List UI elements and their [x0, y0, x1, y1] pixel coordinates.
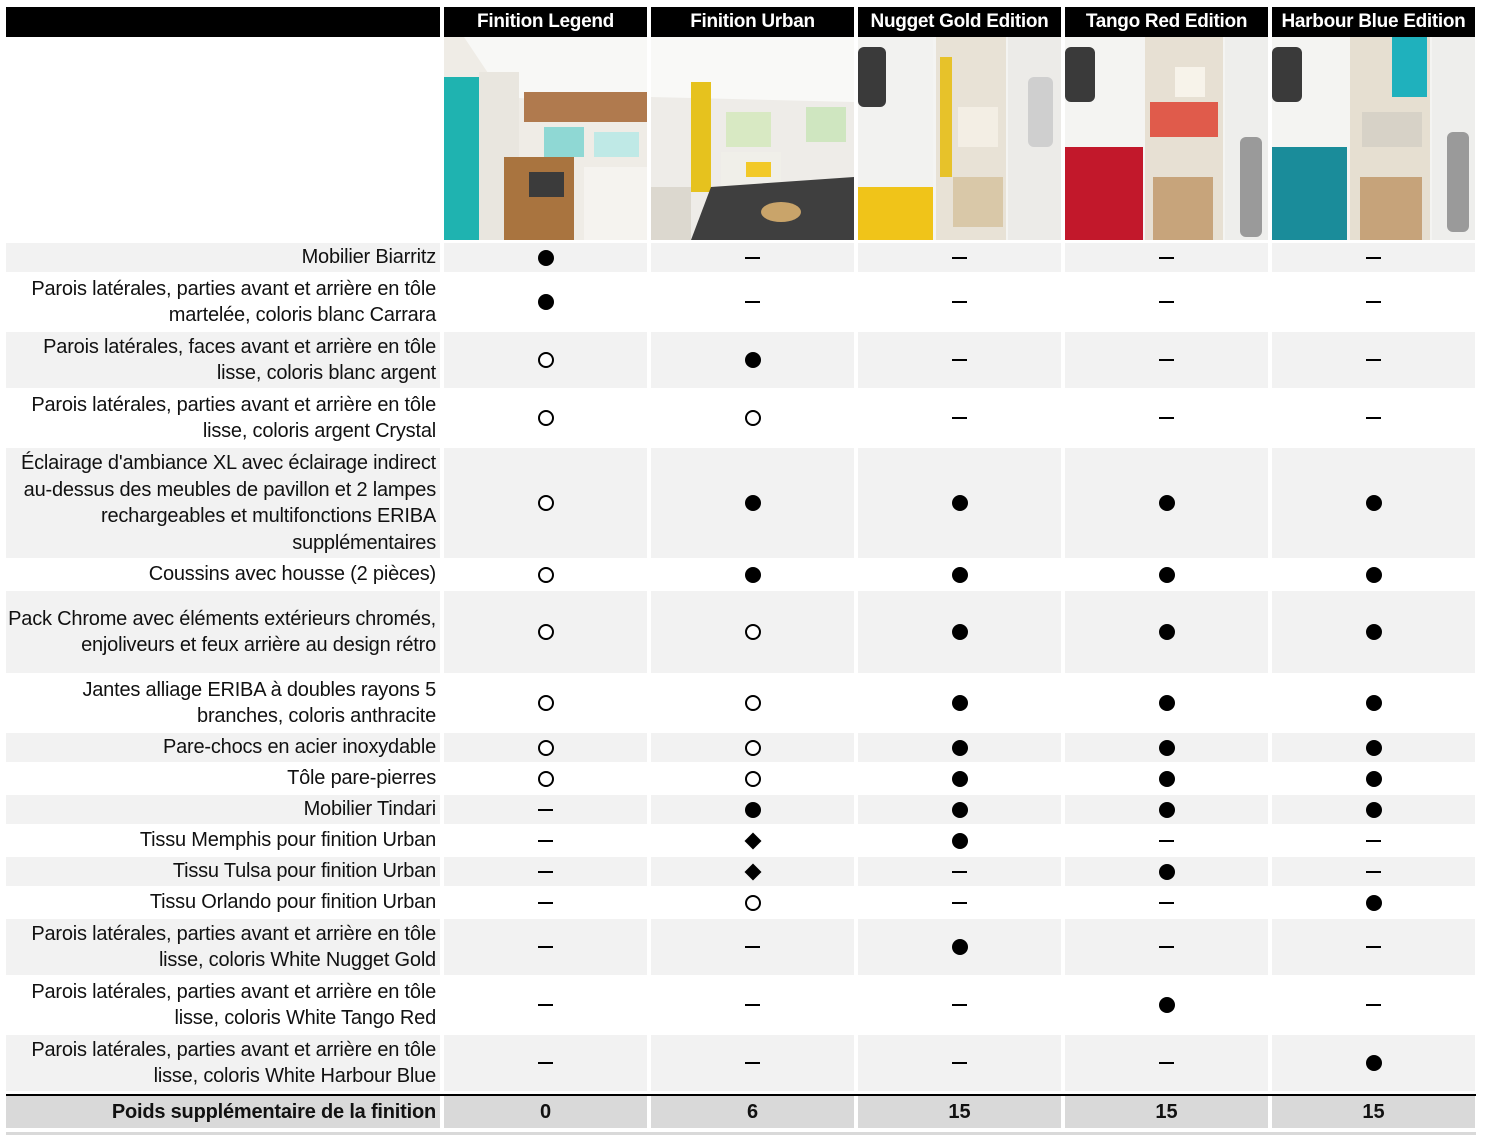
feature-cell: [858, 857, 1061, 886]
header-harbour-blue: Harbour Blue Edition: [1272, 7, 1475, 37]
feature-cell: [444, 733, 647, 762]
standard-icon: [745, 352, 761, 368]
not-available-icon: [952, 871, 967, 873]
table-row: [6, 919, 1476, 977]
feature-cell: [444, 390, 647, 446]
table-row: [6, 826, 1476, 857]
table-row: [6, 390, 1476, 448]
feature-label: Mobilier Biarritz: [6, 243, 440, 272]
feature-label: Parois latérales, parties avant et arrière en tôle lisse, coloris White Tango Red: [31, 980, 436, 1029]
feature-label: Parois latérales, faces avant et arrière en tôle lisse, coloris blanc argent: [6, 332, 440, 388]
tango-red-photo: [1065, 37, 1268, 240]
feature-cell: [858, 826, 1061, 855]
not-available-icon: [538, 840, 553, 842]
feature-cell: [1272, 795, 1475, 824]
feature-cell: [858, 332, 1061, 388]
standard-icon: [538, 250, 554, 266]
feature-label: Tôle pare-pierres: [287, 767, 436, 790]
feature-cell: [858, 919, 1061, 975]
feature-cell: [858, 795, 1061, 824]
table-row: [6, 243, 1476, 274]
standard-icon: [952, 624, 968, 640]
feature-cell: [1065, 733, 1268, 762]
total-value: 0: [444, 1096, 647, 1128]
optional-icon: [745, 895, 761, 911]
feature-label: Coussins avec housse (2 pièces): [148, 563, 436, 586]
feature-cell: [1272, 243, 1475, 272]
optional-icon: [745, 695, 761, 711]
feature-cell: [444, 274, 647, 330]
feature-cell: [444, 888, 647, 917]
not-available-icon: [538, 871, 553, 873]
image-row-blank: [6, 37, 440, 240]
standard-icon: [1366, 740, 1382, 756]
feature-cell: [858, 274, 1061, 330]
feature-cell: [444, 448, 647, 558]
feature-cell: [651, 977, 854, 1033]
standard-icon: [952, 495, 968, 511]
standard-icon: [1366, 624, 1382, 640]
feature-label: Pare-chocs en acier inoxydable: [6, 733, 440, 762]
not-available-icon: [1159, 946, 1174, 948]
feature-cell: [1065, 274, 1268, 330]
header-finition-urban: Finition Urban: [651, 7, 854, 37]
not-available-icon: [1159, 359, 1174, 361]
not-available-icon: [1159, 257, 1174, 259]
feature-cell: [444, 857, 647, 886]
not-available-icon: [1159, 902, 1174, 904]
standard-icon: [1159, 567, 1175, 583]
not-available-icon: [1159, 840, 1174, 842]
feature-cell: [444, 977, 647, 1033]
feature-cell: [444, 826, 647, 855]
total-value: 15: [1272, 1096, 1475, 1128]
optional-icon: [538, 495, 554, 511]
feature-cell: [1272, 332, 1475, 388]
feature-cell: [651, 448, 854, 558]
table-row: [6, 448, 1476, 560]
table-row: [6, 332, 1476, 390]
comparison-table: [6, 7, 1476, 1135]
table-row: [6, 675, 1476, 733]
standard-icon: [952, 802, 968, 818]
table-row: [6, 591, 1476, 675]
feature-cell: [858, 675, 1061, 731]
not-available-icon: [1159, 417, 1174, 419]
optional-icon: [538, 740, 554, 756]
standard-icon: [1366, 771, 1382, 787]
not-available-icon: [1366, 1004, 1381, 1006]
feature-label: Jantes alliage ERIBA à doubles rayons 5 branches, coloris anthracite: [82, 678, 436, 727]
feature-label: Tissu Memphis pour finition Urban: [139, 829, 436, 852]
standard-icon: [1366, 895, 1382, 911]
not-available-icon: [745, 1004, 760, 1006]
optional-icon: [538, 771, 554, 787]
optional-icon: [745, 624, 761, 640]
not-available-icon: [538, 902, 553, 904]
feature-label: Parois latérales, parties avant et arrière en tôle lisse, coloris White Harbour Blue: [6, 1035, 440, 1091]
feature-cell: [444, 560, 647, 589]
standard-icon: [1159, 695, 1175, 711]
not-available-icon: [1366, 840, 1381, 842]
feature-cell: [651, 919, 854, 975]
feature-cell: [1065, 888, 1268, 917]
feature-cell: [858, 764, 1061, 793]
standard-icon: [1159, 624, 1175, 640]
header-nugget-gold: Nugget Gold Edition: [858, 7, 1061, 37]
not-available-icon: [952, 417, 967, 419]
feature-cell: [444, 764, 647, 793]
optional-icon: [538, 624, 554, 640]
feature-cell: [1272, 448, 1475, 558]
header-tango-red: Tango Red Edition: [1065, 7, 1268, 37]
feature-cell: [1272, 977, 1475, 1033]
feature-rows: [6, 243, 1476, 1093]
standard-icon: [1159, 802, 1175, 818]
not-available-icon: [1366, 301, 1381, 303]
table-row: [6, 795, 1476, 826]
feature-cell: [444, 243, 647, 272]
not-available-icon: [1366, 946, 1381, 948]
optional-icon: [745, 740, 761, 756]
standard-icon: [1366, 802, 1382, 818]
not-available-icon: [952, 1062, 967, 1064]
feature-cell: [1065, 591, 1268, 673]
feature-cell: [858, 560, 1061, 589]
not-available-icon: [538, 1062, 553, 1064]
not-available-icon: [745, 257, 760, 259]
feature-cell: [858, 390, 1061, 446]
standard-icon: [1159, 740, 1175, 756]
standard-icon: [1159, 997, 1175, 1013]
feature-cell: [651, 795, 854, 824]
standard-icon: [952, 740, 968, 756]
image-row: [6, 37, 1476, 240]
standard-icon: [745, 802, 761, 818]
standard-icon: [1366, 495, 1382, 511]
feature-cell: [1065, 560, 1268, 589]
feature-cell: [1065, 1035, 1268, 1091]
not-available-icon: [1366, 417, 1381, 419]
standard-icon: [1159, 864, 1175, 880]
total-label: Poids supplémentaire de la finition: [6, 1096, 440, 1128]
feature-cell: [651, 332, 854, 388]
not-available-icon: [952, 301, 967, 303]
urban-interior-photo: [651, 37, 854, 240]
header-finition-legend: Finition Legend: [444, 7, 647, 37]
legend-interior-photo: [444, 37, 647, 240]
table-row: [6, 1035, 1476, 1093]
not-available-icon: [952, 257, 967, 259]
not-available-icon: [745, 1062, 760, 1064]
feature-cell: [651, 675, 854, 731]
feature-cell: [1065, 448, 1268, 558]
not-available-icon: [1366, 257, 1381, 259]
feature-cell: [1272, 560, 1475, 589]
feature-cell: [1065, 764, 1268, 793]
nugget-gold-photo: [858, 37, 1061, 240]
harbour-blue-photo: [1272, 37, 1475, 240]
feature-cell: [651, 764, 854, 793]
standard-icon: [538, 294, 554, 310]
not-available-icon: [538, 946, 553, 948]
optional-icon: [538, 410, 554, 426]
feature-cell: [1272, 733, 1475, 762]
feature-cell: [1272, 764, 1475, 793]
table-row: [6, 888, 1476, 919]
standard-icon: [1159, 771, 1175, 787]
feature-cell: [1272, 919, 1475, 975]
standard-icon: [952, 939, 968, 955]
table-row: [6, 857, 1476, 888]
feature-label: Tissu Orlando pour finition Urban: [149, 891, 436, 914]
feature-cell: [444, 919, 647, 975]
feature-cell: [651, 826, 854, 855]
feature-label: Parois latérales, parties avant et arrière en tôle lisse, coloris argent Crystal: [31, 393, 436, 442]
not-available-icon: [1366, 359, 1381, 361]
feature-cell: [858, 243, 1061, 272]
header-corner: [6, 7, 440, 37]
feature-cell: [1272, 857, 1475, 886]
feature-cell: [651, 857, 854, 886]
not-available-icon: [745, 946, 760, 948]
standard-icon: [1159, 495, 1175, 511]
standard-icon: [745, 495, 761, 511]
feature-cell: [1065, 795, 1268, 824]
feature-cell: [1065, 857, 1268, 886]
optional-icon: [538, 567, 554, 583]
total-value: 6: [651, 1096, 854, 1128]
not-available-icon: [952, 359, 967, 361]
table-row: [6, 764, 1476, 795]
standard-icon: [952, 833, 968, 849]
feature-cell: [1272, 274, 1475, 330]
standard-icon: [952, 695, 968, 711]
feature-cell: [651, 560, 854, 589]
feature-cell: [1065, 675, 1268, 731]
optional-icon: [745, 410, 761, 426]
not-available-icon: [952, 1004, 967, 1006]
alternative-icon: [744, 863, 761, 880]
feature-cell: [651, 591, 854, 673]
feature-cell: [858, 733, 1061, 762]
feature-cell: [1065, 243, 1268, 272]
feature-cell: [444, 591, 647, 673]
feature-cell: [1272, 390, 1475, 446]
total-value: 15: [858, 1096, 1061, 1128]
feature-cell: [1272, 888, 1475, 917]
feature-cell: [1065, 332, 1268, 388]
standard-icon: [1366, 1055, 1382, 1071]
feature-cell: [651, 243, 854, 272]
total-value: 15: [1065, 1096, 1268, 1128]
optional-icon: [745, 771, 761, 787]
optional-icon: [538, 352, 554, 368]
feature-cell: [444, 332, 647, 388]
feature-cell: [1065, 826, 1268, 855]
feature-label: Éclairage d'ambiance XL avec éclairage indirect au-dessus des meubles de pavillon et 2 lampes rechargeables et multifonctions ERIBA supplémentaires: [6, 448, 440, 558]
feature-label: Tissu Tulsa pour finition Urban: [6, 857, 440, 886]
not-available-icon: [1366, 871, 1381, 873]
standard-icon: [952, 771, 968, 787]
feature-cell: [444, 675, 647, 731]
not-available-icon: [745, 301, 760, 303]
table-row: [6, 274, 1476, 332]
table-row: [6, 560, 1476, 591]
feature-cell: [1065, 390, 1268, 446]
standard-icon: [745, 567, 761, 583]
alternative-icon: [744, 832, 761, 849]
feature-cell: [1272, 1035, 1475, 1091]
feature-cell: [858, 591, 1061, 673]
feature-cell: [1065, 977, 1268, 1033]
table-row: [6, 977, 1476, 1035]
standard-icon: [1366, 567, 1382, 583]
feature-cell: [651, 733, 854, 762]
feature-cell: [858, 1035, 1061, 1091]
not-available-icon: [538, 809, 553, 811]
feature-cell: [1272, 675, 1475, 731]
standard-icon: [952, 567, 968, 583]
feature-cell: [858, 888, 1061, 917]
feature-cell: [444, 1035, 647, 1091]
header-row: [6, 7, 1476, 37]
not-available-icon: [1159, 301, 1174, 303]
standard-icon: [1366, 695, 1382, 711]
feature-cell: [444, 795, 647, 824]
feature-cell: [858, 977, 1061, 1033]
feature-label: Mobilier Tindari: [6, 795, 440, 824]
feature-cell: [651, 274, 854, 330]
feature-label: Parois latérales, parties avant et arrière en tôle lisse, coloris White Nugget Gold: [6, 919, 440, 975]
feature-cell: [651, 888, 854, 917]
not-available-icon: [1159, 1062, 1174, 1064]
optional-icon: [538, 695, 554, 711]
feature-cell: [651, 1035, 854, 1091]
table-row: [6, 733, 1476, 764]
feature-label: Parois latérales, parties avant et arrière en tôle martelée, coloris blanc Carrara: [31, 277, 436, 326]
feature-cell: [1272, 591, 1475, 673]
not-available-icon: [538, 1004, 553, 1006]
feature-cell: [858, 448, 1061, 558]
feature-cell: [1065, 919, 1268, 975]
feature-label: Pack Chrome avec éléments extérieurs chromés, enjoliveurs et feux arrière au design rétro: [6, 591, 440, 673]
not-available-icon: [952, 902, 967, 904]
feature-cell: [651, 390, 854, 446]
feature-cell: [1272, 826, 1475, 855]
